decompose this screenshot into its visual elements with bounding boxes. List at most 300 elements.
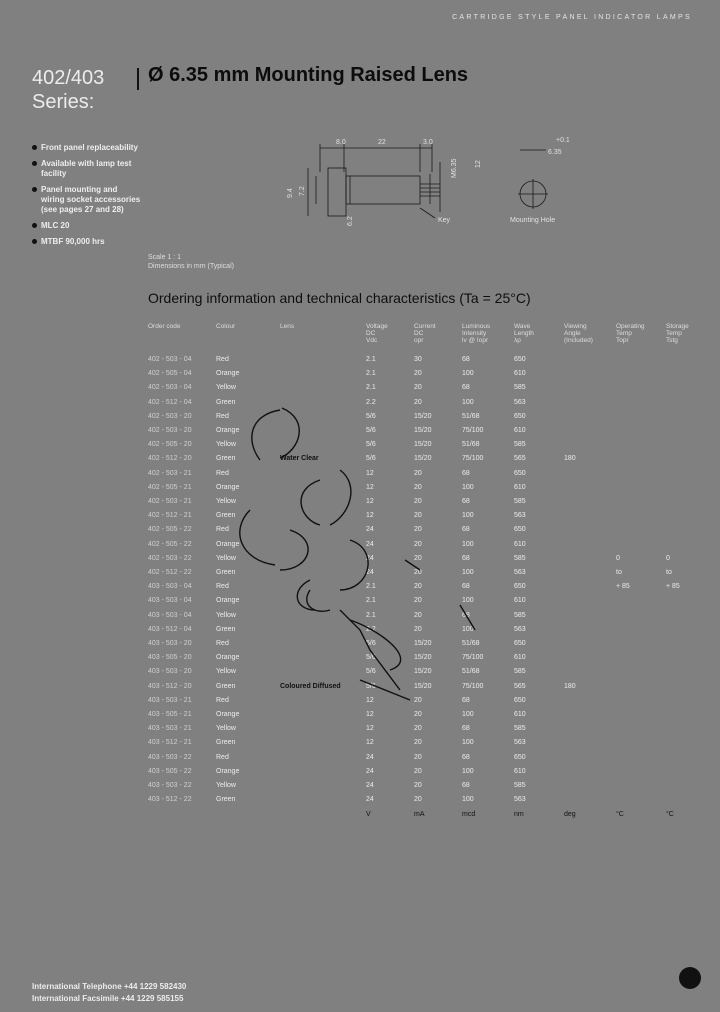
cell-wave: 585 <box>514 384 526 392</box>
cell-volt: 24 <box>366 782 374 790</box>
cell-curr: 20 <box>414 498 422 506</box>
cell-colour: Orange <box>216 767 240 775</box>
cell-curr: 20 <box>414 711 422 719</box>
footer-facsimile: International Facsimile +44 1229 585155 <box>32 994 184 1003</box>
cell-wave: 650 <box>514 696 526 704</box>
column-header <box>366 323 414 353</box>
cell-curr: 15/20 <box>414 640 432 648</box>
cell-lum: 100 <box>462 540 474 548</box>
cell-wave: 563 <box>514 739 526 747</box>
cell-code: 403 - 512 - 21 <box>148 739 192 747</box>
cell-curr: 20 <box>414 554 422 562</box>
cell-angle <box>564 651 616 665</box>
column-header-line: Colour <box>216 323 236 330</box>
cell-volt: 12 <box>366 512 374 520</box>
column-header-line: opr <box>414 337 424 344</box>
cell-volt: 12 <box>366 483 374 491</box>
cell-code: 403 - 512 - 22 <box>148 796 192 804</box>
cell-volt: 24 <box>366 767 374 775</box>
cell-volt: 2.2 <box>366 625 376 633</box>
cell-op <box>616 708 666 722</box>
cell-lens <box>280 381 366 395</box>
cell-angle <box>564 580 616 594</box>
cell-lum: 100 <box>462 625 474 633</box>
scale-note <box>148 253 234 271</box>
cell-lum: 75/100 <box>462 455 484 463</box>
feature-item: Available with lamp test facility <box>32 159 142 179</box>
unit-cell: deg <box>564 810 576 818</box>
cell-volt: 5/6 <box>366 441 376 449</box>
cell-angle <box>564 765 616 779</box>
cell-angle <box>564 779 616 793</box>
unit-cell: nm <box>514 810 524 818</box>
cell-colour: Red <box>216 526 229 534</box>
cell-lens <box>280 793 366 807</box>
cell-code: 402 - 505 - 20 <box>148 441 192 449</box>
column-header <box>414 323 462 353</box>
cell-angle <box>564 467 616 481</box>
cell-lum: 68 <box>462 356 470 363</box>
column-header-line: Order code <box>148 323 181 330</box>
cell-lum: 51/68 <box>462 441 480 449</box>
hole-label: Mounting Hole <box>510 217 556 224</box>
cell-colour: Red <box>216 753 229 761</box>
cell-lum: 68 <box>462 583 470 591</box>
cell-colour: Orange <box>216 711 240 719</box>
cell-lum: 68 <box>462 526 470 534</box>
cell-op: + 85 <box>616 583 630 591</box>
cell-colour: Yellow <box>216 611 236 619</box>
cell-volt: 12 <box>366 498 374 506</box>
cell-angle: 180 <box>564 682 576 690</box>
cell-st <box>666 594 706 608</box>
cell-colour: Green <box>216 796 236 804</box>
cell-volt: 24 <box>366 526 374 534</box>
cell-angle <box>564 751 616 765</box>
cell-code: 402 - 503 - 20 <box>148 412 192 420</box>
feature-item: Front panel replaceability <box>32 143 142 153</box>
cell-angle <box>564 694 616 708</box>
cell-lum: 100 <box>462 569 474 577</box>
cell-angle <box>564 609 616 623</box>
dimensions-note: Dimensions in mm (Typical) <box>148 263 234 270</box>
cell-colour: Green <box>216 739 236 747</box>
cell-curr: 20 <box>414 583 422 591</box>
cell-curr: 30 <box>414 356 422 363</box>
cell-angle <box>564 736 616 750</box>
unit-cell <box>280 808 366 822</box>
cell-volt: 2.2 <box>366 398 376 406</box>
cell-volt: 5/6 <box>366 640 376 648</box>
cell-angle <box>564 708 616 722</box>
cell-wave: 585 <box>514 782 526 790</box>
cell-wave: 610 <box>514 767 526 775</box>
cell-lens: Water Clear <box>280 455 319 463</box>
cell-st <box>666 452 706 466</box>
cell-lens <box>280 765 366 779</box>
cell-lum: 51/68 <box>462 668 480 676</box>
cell-angle <box>564 396 616 410</box>
feature-item: Panel mounting and wiring socket accessories (see pages 27 and 28) <box>32 185 142 215</box>
cell-curr: 20 <box>414 611 422 619</box>
cell-curr: 15/20 <box>414 668 432 676</box>
dim-thread: M6.35 <box>451 158 458 178</box>
cell-curr: 20 <box>414 696 422 704</box>
cell-lum: 68 <box>462 498 470 506</box>
cell-op <box>616 722 666 736</box>
cell-code: 402 - 505 - 04 <box>148 370 192 378</box>
cell-wave: 585 <box>514 668 526 676</box>
column-header-line: λp <box>514 337 521 344</box>
cell-angle <box>564 623 616 637</box>
cell-st <box>666 765 706 779</box>
cell-lum: 75/100 <box>462 427 484 435</box>
cell-wave: 585 <box>514 611 526 619</box>
column-header-line: Angle <box>564 330 581 337</box>
cell-code: 402 - 503 - 04 <box>148 356 192 363</box>
cell-lum: 68 <box>462 384 470 392</box>
column-header-line: Tstg <box>666 337 678 344</box>
cell-angle <box>564 438 616 452</box>
cell-code: 403 - 505 - 21 <box>148 711 192 719</box>
table-row <box>148 381 706 395</box>
cell-lum: 75/100 <box>462 682 484 690</box>
cell-curr: 20 <box>414 540 422 548</box>
cell-lum: 100 <box>462 796 474 804</box>
cell-wave: 565 <box>514 455 526 463</box>
unit-cell: mcd <box>462 810 476 818</box>
cell-op <box>616 779 666 793</box>
cell-lum: 68 <box>462 554 470 562</box>
cell-lens: Coloured Diffused <box>280 682 341 690</box>
column-header <box>280 323 366 353</box>
unit-cell <box>216 808 280 822</box>
cell-op <box>616 680 666 694</box>
column-header <box>462 323 514 353</box>
column-header-line: Current <box>414 323 436 330</box>
cell-angle <box>564 594 616 608</box>
cell-op <box>616 594 666 608</box>
cell-wave: 610 <box>514 370 526 378</box>
cell-op <box>616 651 666 665</box>
cell-lum: 100 <box>462 711 474 719</box>
cell-curr: 20 <box>414 625 422 633</box>
series-line-2: Series: <box>32 91 95 113</box>
dim-left-outer: 9.4 <box>287 188 294 198</box>
column-header <box>666 323 706 353</box>
cell-wave: 650 <box>514 356 526 363</box>
cell-op <box>616 665 666 679</box>
column-header <box>216 323 280 353</box>
cell-colour: Yellow <box>216 384 236 392</box>
table-row <box>148 353 706 367</box>
cell-code: 403 - 503 - 21 <box>148 696 192 704</box>
cell-wave: 610 <box>514 483 526 491</box>
column-header-line: Voltage <box>366 323 388 330</box>
cell-lum: 68 <box>462 725 470 733</box>
cell-op: to <box>616 569 622 577</box>
cell-angle <box>564 481 616 495</box>
cell-curr: 20 <box>414 782 422 790</box>
cell-code: 402 - 512 - 21 <box>148 512 192 520</box>
table-row <box>148 367 706 381</box>
cell-colour: Red <box>216 412 229 420</box>
cell-curr: 20 <box>414 526 422 534</box>
column-header-line: Vdc <box>366 337 378 344</box>
cell-lum: 68 <box>462 753 470 761</box>
cell-op <box>616 765 666 779</box>
column-header <box>514 323 564 353</box>
unit-cell: V <box>366 810 371 818</box>
cell-curr: 20 <box>414 398 422 406</box>
cell-curr: 20 <box>414 796 422 804</box>
section-title: Ordering information and technical characteristics (Ta = 25°C) <box>148 290 531 306</box>
column-header-line: Length <box>514 330 534 337</box>
cell-op <box>616 424 666 438</box>
column-header <box>616 323 666 353</box>
cell-volt: 5/6 <box>366 682 376 690</box>
cell-op <box>616 609 666 623</box>
cell-volt: 2.1 <box>366 583 376 591</box>
cell-code: 402 - 505 - 22 <box>148 540 192 548</box>
cell-lum: 100 <box>462 767 474 775</box>
cell-st <box>666 694 706 708</box>
cell-angle <box>564 495 616 509</box>
dim-left-inner: 7.2 <box>299 186 306 196</box>
cell-code: 403 - 505 - 22 <box>148 767 192 775</box>
feature-list <box>32 143 142 253</box>
cell-st <box>666 396 706 410</box>
cell-curr: 15/20 <box>414 654 432 662</box>
column-header-line: lv @ Iopr <box>462 337 489 344</box>
cell-op <box>616 736 666 750</box>
footer-telephone: International Telephone +44 1229 582430 <box>32 982 187 991</box>
cell-lens <box>280 367 366 381</box>
cell-colour: Orange <box>216 370 240 378</box>
cell-op <box>616 509 666 523</box>
cell-lens <box>280 722 366 736</box>
cell-st <box>666 708 706 722</box>
cell-volt: 2.1 <box>366 384 376 392</box>
column-header-line: Topr <box>616 337 629 344</box>
cell-angle <box>564 353 616 367</box>
cell-op <box>616 793 666 807</box>
cell-angle <box>564 424 616 438</box>
hole-dim: 6.35 <box>548 149 562 156</box>
cell-colour: Orange <box>216 483 240 491</box>
cell-colour: Red <box>216 696 229 704</box>
cell-st <box>666 509 706 523</box>
cell-code: 403 - 503 - 21 <box>148 725 192 733</box>
hole-tolerance: +0.1 <box>556 137 570 144</box>
cell-wave: 610 <box>514 427 526 435</box>
cell-curr: 15/20 <box>414 441 432 449</box>
cell-st <box>666 538 706 552</box>
cell-code: 402 - 505 - 21 <box>148 483 192 491</box>
cell-wave: 610 <box>514 711 526 719</box>
column-header-line: Temp <box>666 330 682 337</box>
unit-cell <box>148 808 216 822</box>
cell-volt: 5/6 <box>366 654 376 662</box>
cell-st: 0 <box>666 554 670 562</box>
cell-code: 402 - 512 - 04 <box>148 398 192 406</box>
cell-angle <box>564 509 616 523</box>
cell-code: 402 - 503 - 21 <box>148 498 192 506</box>
cell-volt: 5/6 <box>366 427 376 435</box>
cell-st <box>666 523 706 537</box>
cell-colour: Orange <box>216 427 240 435</box>
cell-volt: 24 <box>366 569 374 577</box>
cell-lens <box>280 736 366 750</box>
page-title: Ø 6.35 mm Mounting Raised Lens <box>148 64 469 86</box>
page-header: CARTRIDGE STYLE PANEL INDICATOR LAMPS <box>452 14 692 21</box>
unit-cell: mA <box>414 810 425 818</box>
cell-volt: 2.1 <box>366 611 376 619</box>
cell-curr: 20 <box>414 469 422 477</box>
cell-st <box>666 637 706 651</box>
series-line-1: 402/403 <box>32 67 105 89</box>
cell-colour: Red <box>216 469 229 477</box>
dim-bottom: 6.2 <box>347 216 354 226</box>
cell-wave: 610 <box>514 597 526 605</box>
cell-op <box>616 396 666 410</box>
column-header <box>564 323 616 353</box>
cell-wave: 585 <box>514 554 526 562</box>
cell-colour: Red <box>216 583 229 591</box>
cell-volt: 24 <box>366 540 374 548</box>
cell-op <box>616 523 666 537</box>
cell-wave: 563 <box>514 625 526 633</box>
cell-volt: 24 <box>366 753 374 761</box>
unit-cell: °C <box>616 810 624 818</box>
cell-wave: 610 <box>514 540 526 548</box>
column-header-line: Wave <box>514 323 531 330</box>
cell-lum: 68 <box>462 782 470 790</box>
cell-lum: 51/68 <box>462 412 480 420</box>
cell-colour: Green <box>216 682 236 690</box>
cell-curr: 20 <box>414 370 422 378</box>
cell-volt: 2.1 <box>366 597 376 605</box>
column-header <box>148 323 216 353</box>
cell-wave: 563 <box>514 512 526 520</box>
table-row <box>148 751 706 765</box>
cell-st <box>666 467 706 481</box>
cell-curr: 20 <box>414 384 422 392</box>
cell-code: 403 - 512 - 20 <box>148 682 192 690</box>
cell-code: 402 - 512 - 20 <box>148 455 192 463</box>
cell-st <box>666 481 706 495</box>
table-row <box>148 765 706 779</box>
cell-colour: Green <box>216 512 236 520</box>
cell-volt: 5/6 <box>366 455 376 463</box>
cell-lens <box>280 353 366 367</box>
cell-lum: 100 <box>462 512 474 520</box>
cell-lum: 100 <box>462 483 474 491</box>
overlay-scribble <box>220 400 500 720</box>
cell-curr: 20 <box>414 725 422 733</box>
column-header-line: Lens <box>280 323 295 330</box>
cell-wave: 563 <box>514 569 526 577</box>
dim-top-right: 3.0 <box>423 139 433 146</box>
cell-angle <box>564 523 616 537</box>
cell-wave: 650 <box>514 412 526 420</box>
cell-code: 403 - 503 - 04 <box>148 611 192 619</box>
cell-volt: 24 <box>366 796 374 804</box>
cell-angle <box>564 566 616 580</box>
table-row <box>148 736 706 750</box>
cell-op <box>616 637 666 651</box>
cell-st <box>666 438 706 452</box>
cell-st <box>666 736 706 750</box>
cell-op <box>616 495 666 509</box>
cell-op <box>616 481 666 495</box>
cell-volt: 2.1 <box>366 370 376 378</box>
cell-angle <box>564 410 616 424</box>
cell-lum: 68 <box>462 469 470 477</box>
cell-op <box>616 623 666 637</box>
column-header-line: (Included) <box>564 337 593 344</box>
cell-code: 403 - 503 - 20 <box>148 668 192 676</box>
cell-wave: 585 <box>514 498 526 506</box>
cell-op <box>616 367 666 381</box>
cell-st <box>666 793 706 807</box>
cell-wave: 563 <box>514 796 526 804</box>
dim-top-mid: 22 <box>378 139 386 146</box>
cell-colour: Red <box>216 356 229 363</box>
scale-line: Scale 1 : 1 <box>148 254 182 261</box>
table-header-row <box>148 323 706 353</box>
cell-curr: 20 <box>414 597 422 605</box>
cell-lum: 100 <box>462 597 474 605</box>
cell-angle <box>564 665 616 679</box>
cell-curr: 20 <box>414 739 422 747</box>
feature-item: MTBF 90,000 hrs <box>32 237 142 247</box>
table-row <box>148 779 706 793</box>
cell-op <box>616 353 666 367</box>
cell-wave: 650 <box>514 526 526 534</box>
cell-colour: Yellow <box>216 554 236 562</box>
cell-volt: 12 <box>366 711 374 719</box>
unit-cell: °C <box>666 810 674 818</box>
cell-colour: Orange <box>216 597 240 605</box>
cell-st <box>666 680 706 694</box>
cell-curr: 15/20 <box>414 427 432 435</box>
cell-angle <box>564 381 616 395</box>
cell-code: 403 - 503 - 22 <box>148 782 192 790</box>
cell-lens <box>280 751 366 765</box>
cell-st <box>666 495 706 509</box>
cell-colour: Yellow <box>216 668 236 676</box>
cell-colour: Yellow <box>216 782 236 790</box>
cell-colour: Green <box>216 569 236 577</box>
cell-volt: 2.1 <box>366 356 376 363</box>
column-header-line: Storage <box>666 323 689 330</box>
cell-code: 402 - 512 - 22 <box>148 569 192 577</box>
cell-colour: Orange <box>216 540 240 548</box>
cell-volt: 12 <box>366 696 374 704</box>
cell-code: 403 - 503 - 04 <box>148 597 192 605</box>
dimension-drawing <box>280 132 600 232</box>
column-header-line: DC <box>414 330 424 337</box>
cell-curr: 20 <box>414 767 422 775</box>
cell-st: + 85 <box>666 583 680 591</box>
cell-curr: 20 <box>414 569 422 577</box>
cell-code: 402 - 503 - 22 <box>148 554 192 562</box>
cell-st <box>666 410 706 424</box>
cell-code: 402 - 503 - 04 <box>148 384 192 392</box>
column-header-line: Luminous <box>462 323 491 330</box>
cell-st <box>666 651 706 665</box>
